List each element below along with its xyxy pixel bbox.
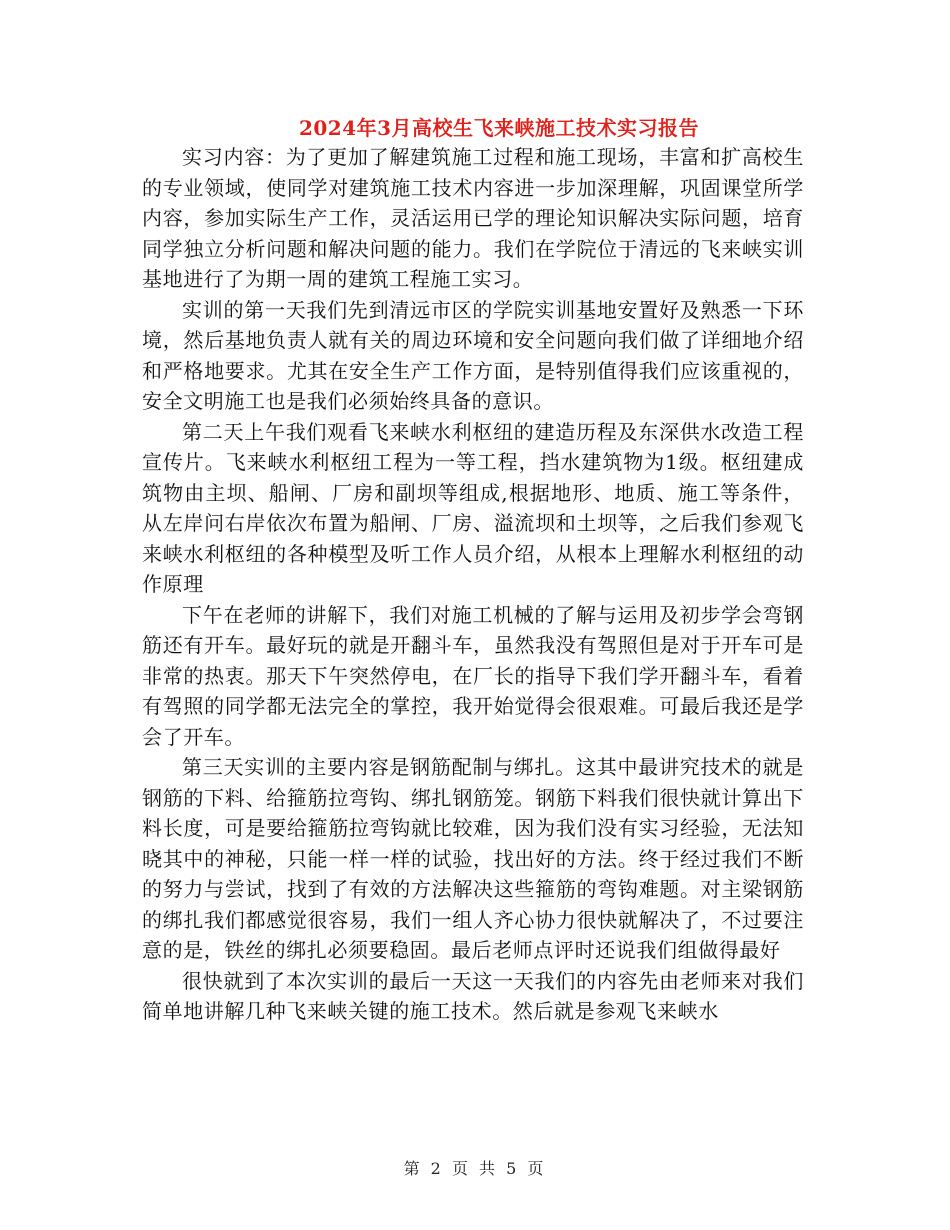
document-body xyxy=(142,142,804,1027)
page-number-footer: 第 2 页 共 5 页 xyxy=(403,1159,547,1178)
paragraph: 第二天上午我们观看飞来峡水利枢纽的建造历程及东深供水改造工程宣传片。飞来峡水利枢纽工程为一等工程，挡水建筑物为1级。枢纽建成筑物由主坝、船闸、厂房和副坝等组成,根据地形、地质、施工等条件，从左岸问右岸依次布置为船闸、厂房、溢流坝和土坝等，之后我们参观飞来峡水利枢纽的各种模型及听工作人员介绍，从根本上理解水利枢纽的动作原理 xyxy=(142,419,804,596)
paragraph: 下午在老师的讲解下，我们对施工机械的了解与运用及初步学会弯钢筋还有开车。最好玩的就是开翻斗车，虽然我没有驾照但是对于开车可是非常的热衷。那天下午突然停电，在厂长的指导下我们学开翻斗车，看着有驾照的同学都无法完全的掌控，我开始觉得会很艰难。可最后我还是学会了开车。 xyxy=(142,602,804,749)
document-title: 2024年3月高校生飞来峡施工技术实习报告 xyxy=(298,116,700,140)
paragraph: 很快就到了本次实训的最后一天这一天我们的内容先由老师来对我们简单地讲解几种飞来峡关键的施工技术。然后就是参观飞来峡水 xyxy=(142,968,804,1023)
paragraph: 第三天实训的主要内容是钢筋配制与绑扎。这其中最讲究技术的就是钢筋的下料、给箍筋拉弯钩、绑扎钢筋笼。钢筋下料我们很快就计算出下料长度，可是要给箍筋拉弯钩就比较难，因为我们没有实习经验，无法知晓其中的神秘，只能一样一样的试验，找出好的方法。终于经过我们不断的努力与尝试，找到了有效的方法解决这些箍筋的弯钩难题。对主梁钢筋的绑扎我们都感觉很容易，我们一组人齐心协力很快就解决了，不过要注意的是，铁丝的绑扎必须要稳固。最后老师点评时还说我们组做得最好 xyxy=(142,755,804,962)
paragraph: 实训的第一天我们先到清远市区的学院实训基地安置好及熟悉一下环境，然后基地负责人就有关的周边环境和安全问题向我们做了详细地介绍和严格地要求。尤其在安全生产工作方面，是特别值得我们应该重视的，安全文明施工也是我们必须始终具备的意识。 xyxy=(142,297,804,413)
paragraph: 实习内容：为了更加了解建筑施工过程和施工现场，丰富和扩高校生的专业领域，使同学对建筑施工技术内容进一步加深理解，巩固课堂所学内容，参加实际生产工作，灵活运用已学的理论知识解决实际问题，培育同学独立分析问题和解决问题的能力。我们在学院位于清远的飞来峡实训基地进行了为期一周的建筑工程施工实习。 xyxy=(142,145,804,291)
